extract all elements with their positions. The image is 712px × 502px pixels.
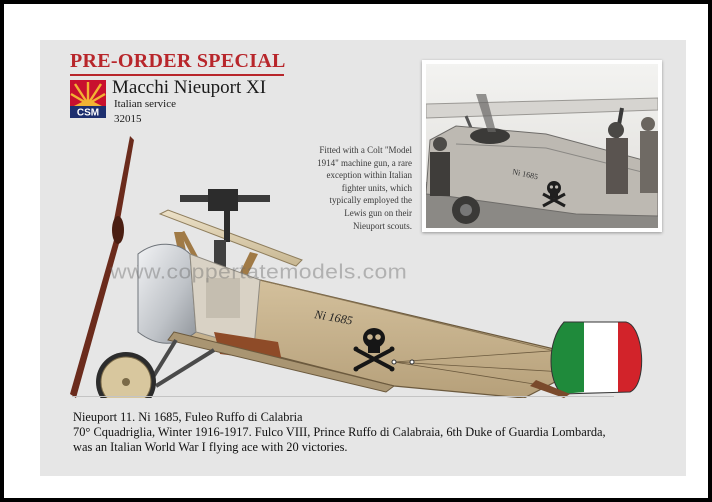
- photo-fuselage-marking: Ni 1685: [511, 167, 539, 182]
- gun-note: Fitted with a Colt "Model 1914" machine gun, a rare exception within Italian fighter units, which typically employed the Lewis gun on their Nieuport scouts.: [317, 145, 412, 231]
- product-code: 32015: [114, 113, 142, 125]
- caption-line-1: Nieuport 11. Ni 1685, Fuleo Ruffo di Calabria: [73, 410, 303, 424]
- poster-frame: [4, 4, 708, 498]
- product-card: [40, 40, 686, 476]
- promo-underline: [70, 74, 284, 76]
- promo-heading: PRE-ORDER SPECIAL: [70, 50, 286, 72]
- logo-text: CSM: [76, 107, 100, 118]
- fuselage-serial: Ni 1685: [313, 307, 354, 328]
- caption-block: [73, 410, 673, 456]
- csm-logo-icon: [70, 80, 106, 118]
- product-title: Macchi Nieuport XI: [112, 77, 267, 98]
- caption-divider: [72, 396, 614, 397]
- watermark-text: www.coppertatemodels.com: [110, 259, 408, 283]
- caption-line-2: 70° Cquadriglia, Winter 1916-1917. Fulco VIII, Prince Ruffo di Calabraia, 6th Duke of Guardia Lombarda,: [73, 425, 606, 440]
- product-subtitle: Italian service: [114, 98, 176, 110]
- caption-line-3: was an Italian World War I flying ace with 20 victories.: [73, 440, 348, 455]
